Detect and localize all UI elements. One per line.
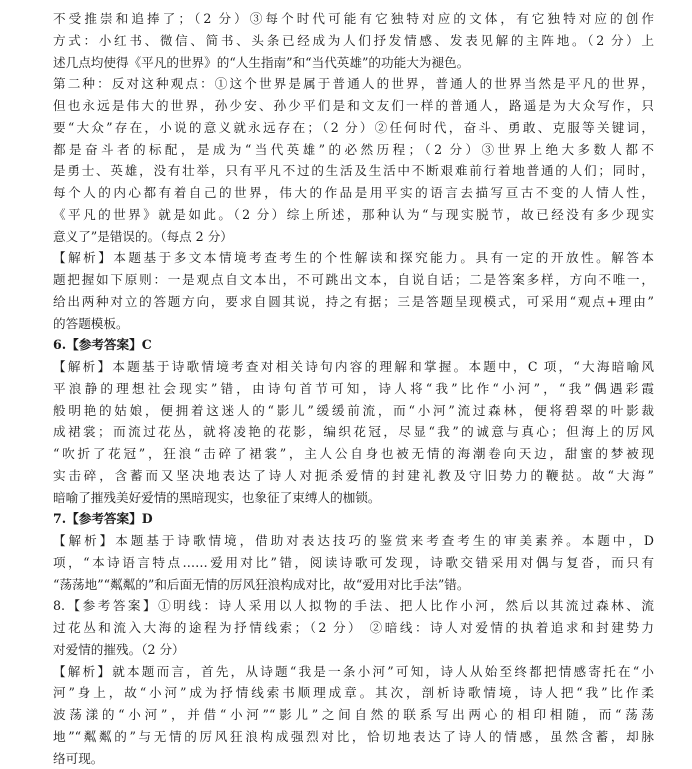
text-line: “吹折了花冠”，狂浪“击碎了裙裳”，主人公自身也被无情的海潮卷向天边，甜蜜的梦被现 (53, 443, 654, 465)
text-line: 般明艳的姑娘，便拥着这迷人的“影儿”缓缓前流，而“小河”流过森林，便将碧翠的叶影裁 (53, 400, 654, 422)
text-line: 的答题模板。 (53, 313, 654, 335)
text-line: 项，“本诗语言特点……爱用对比”错，阅读诗歌可发现，诗歌交错采用对偶与复沓，而只有 (53, 552, 654, 574)
text-line: 给出两种对立的答题方向，要求自圆其说，持之有据；三是答题呈现模式，可采用“观点+理由” (53, 291, 654, 313)
text-line: 是勇士、英雄，没有壮举，只有平凡不过的生活及生活中不断艰难前行着地普通的人们；同时， (53, 160, 654, 182)
text-line: 过花丛和流入大海的途程为抒情线索；（2 分） ②暗线：诗人对爱情的执着追求和封建势力 (53, 617, 654, 639)
text-line: 络可现。 (53, 748, 654, 769)
text-line: 【解析】就本题而言，首先，从诗题“我是一条小河”可知，诗人从始至终都把情感寄托在“小 (53, 661, 654, 683)
text-line: 《平凡的世界》就是如此。（2 分）综上所述，那种认为“与现实脱节，故已经没有多少现实 (53, 204, 654, 226)
text-line: 但也永远是伟大的世界，孙少安、孙少平们是和文友们一样的普通人，路遥是为大众写作，只 (53, 95, 654, 117)
text-line: 【解析】本题基于诗歌情境考查对相关诗句内容的理解和掌握。本题中，C 项，“大海暗喻风 (53, 356, 654, 378)
text-line: 8.【参考答案】①明线：诗人采用以人拟物的手法、把人比作小河，然后以其流过森林、流 (53, 595, 654, 617)
text-line: 地”“粼粼的”与无情的厉风狂浪构成强烈对比，恰切地表达了诗人的情感，虽然含蓄，却脉 (53, 726, 654, 748)
text-line: 平浪静的理想社会现实”错，由诗句首节可知，诗人将“我”比作“小河”，“我”偶遇彩霞 (53, 378, 654, 400)
text-line: 波荡漾的“小河”，并借“小河”“影儿”之间自然的联系写出两心的相印相随，而“荡荡 (53, 704, 654, 726)
text-line: “荡荡地”“粼粼的”和后面无情的厉风狂浪构成对比，故“爱用对比手法”错。 (53, 574, 654, 596)
text-line: 方式：小红书、微信、简书、头条已经成为人们抒发情感、发表见解的主阵地。（2 分）上 (53, 30, 654, 52)
text-line: 要“大众”存在，小说的意义就永远存在；（2 分）②任何时代，奋斗、勇敢、克服等关键词， (53, 117, 654, 139)
text-line: 【解析】本题基于诗歌情境，借助对表达技巧的鉴赏来考查考生的审美素养。本题中，D (53, 530, 654, 552)
text-line: 暗喻了摧残美好爱情的黑暗现实，也象征了束缚人的枷锁。 (53, 487, 654, 509)
text-line: 成裙裳；而流过花丛，就将凌艳的花影，编织花冠，尽显“我”的诚意与真心；但海上的厉风 (53, 421, 654, 443)
text-line: 【解析】本题基于多文本情境考查考生的个性解读和探究能力。具有一定的开放性。解答本 (53, 247, 654, 269)
text-line: 不受推崇和追捧了；（2 分）③每个时代可能有它独特对应的文体，有它独特对应的创作 (53, 8, 654, 30)
text-line: 都是奋斗者的标配，是成为“当代英雄”的必然历程；（2 分）③世界上绝大多数人都不 (53, 139, 654, 161)
text-line: 河”身上，故“小河”成为抒情线索书顺理成章。其次，剖析诗歌情境，诗人把“我”比作柔 (53, 682, 654, 704)
text-line: 每个人的内心都有着自己的世界，伟大的作品是用平实的语言去描写亘古不变的人情人性， (53, 182, 654, 204)
text-line: 第二种：反对这种观点：①这个世界是属于普通人的世界，普通人的世界当然是平凡的世界， (53, 73, 654, 95)
text-line: 对爱情的摧残。（2 分） (53, 639, 654, 661)
text-line: 述几点均使得《平凡的世界》的“人生指南”和“当代英雄”的功能大为褪色。 (53, 52, 654, 74)
text-line: 6.【参考答案】C (53, 334, 654, 356)
text-line: 实击碎，含蓄而又坚决地表达了诗人对扼杀爱情的封建礼教及守旧势力的鞭挞。故“大海” (53, 465, 654, 487)
text-line: 7.【参考答案】D (53, 508, 654, 530)
text-line: 题把握如下原则：一是观点自文本出，不可跳出文本，自说自话；二是答案多样，方向不唯一， (53, 269, 654, 291)
text-line: 意义了”是错误的。（每点 2 分） (53, 226, 654, 248)
